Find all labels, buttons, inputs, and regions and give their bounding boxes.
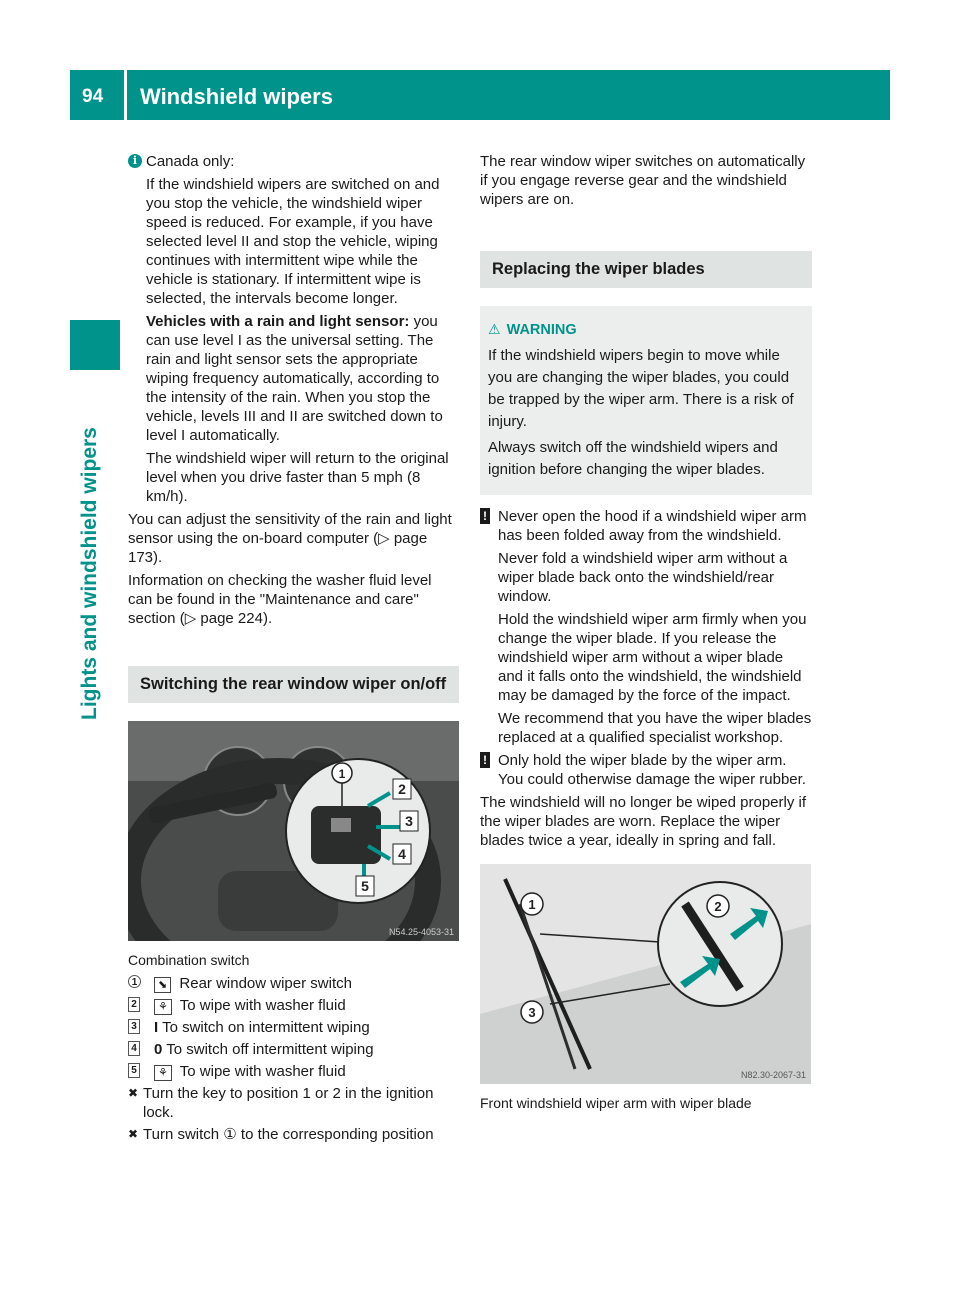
notice-paragraph: We recommend that you have the wiper blades replaced at a qualified specialist workshop. [498, 710, 812, 746]
notice-paragraph: Never open the hood if a windshield wiper arm has been folded away from the windshield. [498, 508, 807, 544]
svg-text:4: 4 [398, 846, 406, 862]
svg-text:1: 1 [528, 897, 536, 912]
instruction-step [128, 1084, 459, 1122]
washer-symbol-icon: ⚘ [154, 1065, 172, 1081]
warning-box [480, 306, 812, 495]
legend-key-4: 4 [128, 1041, 140, 1056]
return-paragraph: The windshield wiper will return to the original level when you drive faster than 5 mph (8 km/h). [146, 450, 449, 505]
intermittent-symbol: I [154, 1019, 159, 1036]
off-symbol: 0 [154, 1041, 163, 1058]
notice-paragraph: Only hold the wiper blade by the wiper arm. You could otherwise damage the wiper rubber. [498, 752, 806, 788]
legend-text: To wipe with washer fluid [179, 1063, 346, 1080]
info-block [128, 152, 459, 506]
rear-wiper-symbol-icon: ⬊ [154, 977, 171, 993]
legend-list [128, 974, 459, 1081]
sensitivity-paragraph: You can adjust the sensitivity of the rain and light sensor using the on-board computer (▷ page 173). [128, 511, 452, 566]
warning-label: WARNING [506, 322, 577, 338]
wiper-arm-figure [480, 864, 811, 1084]
section-heading-replacing-blades: Replacing the wiper blades [480, 251, 812, 288]
section-heading-rear-wiper: Switching the rear window wiper on/off [128, 666, 459, 703]
warning-triangle-icon: ⚠ [488, 321, 501, 337]
info-icon: i [128, 154, 142, 168]
wiper-arm-illustration [480, 864, 811, 1084]
rear-wiper-intro: The rear window wiper switches on automatically if you engage reverse gear and the windshield wipers are on. [480, 153, 806, 208]
worn-blades-paragraph: The windshield will no longer be wiped properly if the wiper blades are worn. Replace the wiper blades twice a year, ideally in spring and fall. [480, 794, 807, 849]
side-section-label: Lights and windshield wipers [78, 427, 101, 720]
rain-sensor-heading: Vehicles with a rain and light sensor: [146, 313, 410, 330]
legend-key-2: 2 [128, 997, 140, 1012]
exclamation-icon: ! [480, 752, 490, 768]
notice-block [480, 751, 812, 789]
figure-caption-2: Front windshield wiper arm with wiper blade [480, 1095, 752, 1111]
legend-text: Rear window wiper switch [179, 975, 352, 992]
washer-symbol-icon: ⚘ [154, 999, 172, 1015]
instruction-step [128, 1125, 459, 1144]
step-text: Turn switch ① to the corresponding position [143, 1126, 434, 1143]
steering-wheel-illustration [128, 721, 459, 941]
combination-switch-figure [128, 721, 459, 941]
step-arrow-icon: ✖ [128, 1086, 139, 1100]
warning-paragraph: If the windshield wipers begin to move while you are changing the wiper blades, you could be trapped by the wiper arm. There is a risk of injury. [488, 347, 794, 430]
washer-info-paragraph: Information on checking the washer fluid level can be found in the "Maintenance and care" section (▷ page 224). [128, 572, 432, 627]
legend-item [128, 1062, 459, 1081]
header-divider [124, 70, 127, 120]
figure-caption-1: Combination switch [128, 952, 250, 968]
step-text: Turn the key to position 1 or 2 in the ignition lock. [143, 1085, 434, 1121]
warning-header [488, 318, 804, 341]
info-title: Canada only: [146, 153, 235, 170]
notice-block [480, 507, 812, 747]
legend-item [128, 1040, 459, 1059]
rain-sensor-text: you can use level I as the universal setting. The rain and light sensor sets the appropriate wiping frequency automatically, according to the intensity of the rain. When you stop the vehicle, levels III and II are switched down to level I automatically. [146, 313, 443, 444]
exclamation-icon: ! [480, 508, 490, 524]
svg-text:2: 2 [398, 781, 406, 797]
svg-text:3: 3 [528, 1005, 536, 1020]
figure-code-1: N54.25-4053-31 [388, 927, 454, 937]
legend-text: To wipe with washer fluid [179, 997, 346, 1014]
page-title: Windshield wipers [140, 84, 333, 109]
notice-paragraph: Never fold a windshield wiper arm without a wiper blade back onto the windshield/rear window. [498, 550, 788, 605]
warning-paragraph: Always switch off the windshield wipers and ignition before changing the wiper blades. [488, 439, 778, 478]
step-arrow-icon: ✖ [128, 1127, 139, 1141]
svg-text:2: 2 [714, 899, 722, 914]
legend-text: To switch off intermittent wiping [166, 1041, 374, 1058]
figure-code-2: N82.30-2067-31 [740, 1070, 806, 1080]
svg-text:5: 5 [361, 878, 369, 894]
svg-text:1: 1 [338, 767, 346, 781]
legend-key-5: 5 [128, 1063, 140, 1078]
info-paragraph: If the windshield wipers are switched on and you stop the vehicle, the windshield wiper speed is reduced. For example, if you have selected level II and stop the vehicle, wiping continues with intermittent wipe while the vehicle is stationary. If intermittent wipe is selected, the intervals become longer. [146, 176, 440, 307]
legend-key-1: 1 [128, 975, 141, 988]
legend-item [128, 996, 459, 1015]
left-column [128, 152, 459, 1147]
legend-key-3: 3 [128, 1019, 140, 1034]
rain-sensor-paragraph [146, 312, 459, 445]
side-tab-marker [70, 320, 120, 370]
notice-paragraph: Hold the windshield wiper arm firmly when you change the wiper blade. If you release the windshield wiper arm without a wiper blade and it falls onto the windshield, the windshield may be damaged by the force of the impact. [498, 611, 807, 704]
legend-item [128, 1018, 459, 1037]
page-number: 94 [82, 86, 104, 107]
right-column [480, 152, 812, 1117]
legend-item [128, 974, 459, 993]
svg-text:3: 3 [405, 813, 413, 829]
legend-text: To switch on intermittent wiping [162, 1019, 370, 1036]
